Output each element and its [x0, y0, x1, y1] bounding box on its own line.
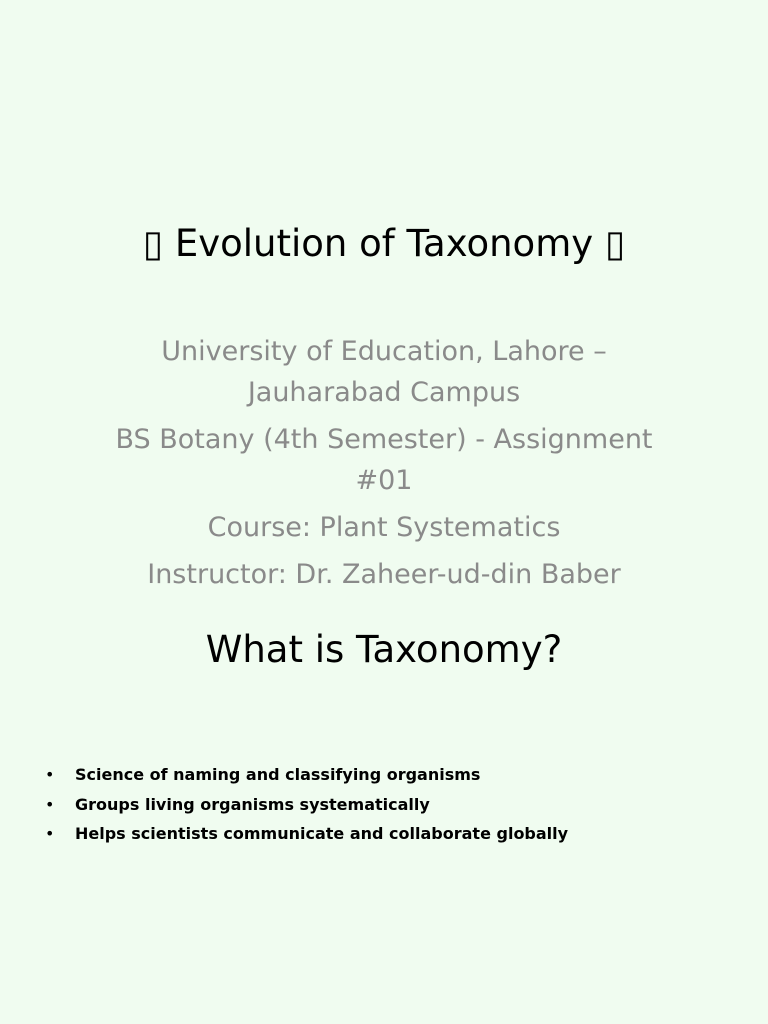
- bullet-text: Helps scientists communicate and collaborate globally: [75, 824, 569, 843]
- bullet-marker: •: [45, 765, 55, 784]
- slide-title: ▯ Evolution of Taxonomy ▯: [142, 222, 626, 265]
- subtitle-program: BS Botany (4th Semester) - Assignment #01: [115, 424, 653, 496]
- bullet-marker: •: [45, 824, 55, 843]
- subtitle-course: Course: Plant Systematics: [207, 512, 561, 543]
- bullet-item: [40, 760, 720, 790]
- subtitle-block: [84, 331, 684, 590]
- section-heading: What is Taxonomy?: [205, 628, 563, 671]
- subtitle-instructor: Instructor: Dr. Zaheer-ud-din Baber: [147, 559, 621, 590]
- subtitle-university: University of Education, Lahore – Jauharabad Campus: [161, 336, 607, 408]
- bullet-text: Science of naming and classifying organisms: [75, 765, 481, 784]
- bullet-item: [40, 819, 720, 849]
- bullet-list: [40, 760, 720, 849]
- bullet-marker: •: [45, 794, 55, 814]
- bullet-item: [40, 790, 720, 820]
- bullet-text: Groups living organisms systematically: [75, 794, 430, 814]
